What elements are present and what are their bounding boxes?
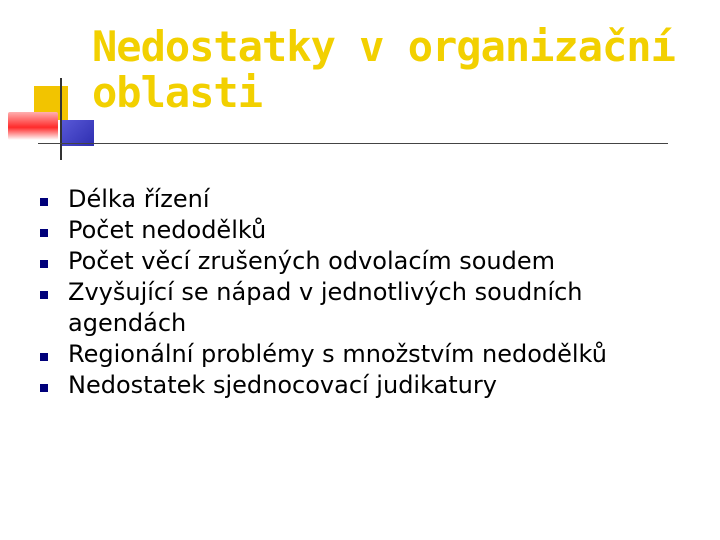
title-underline-divider <box>38 143 668 144</box>
bullet-text: Nedostatek sjednocovací judikatury <box>68 371 497 399</box>
bullet-list <box>38 184 678 401</box>
square-bullet-icon <box>40 353 48 361</box>
vertical-divider <box>60 78 62 160</box>
bullet-item <box>38 184 678 215</box>
square-bullet-icon <box>40 384 48 392</box>
bullet-text: Zvyšující se nápad v jednotlivých soudních agendách <box>68 278 583 337</box>
bullet-text: Počet věcí zrušených odvolacím soudem <box>68 247 555 275</box>
square-bullet-icon <box>40 260 48 268</box>
bullet-item <box>38 215 678 246</box>
square-bullet-icon <box>40 291 48 299</box>
bullet-text: Počet nedodělků <box>68 216 267 244</box>
red-square-decoration <box>8 112 58 140</box>
bullet-item <box>38 370 678 401</box>
bullet-item <box>38 246 678 277</box>
bullet-text: Regionální problémy s množstvím nedodělků <box>68 340 607 368</box>
slide-title: Nedostatky v organizační oblasti <box>92 22 675 117</box>
decorative-logo <box>0 0 100 165</box>
square-bullet-icon <box>40 229 48 237</box>
bullet-item <box>38 277 678 339</box>
square-bullet-icon <box>40 198 48 206</box>
bullet-item <box>38 339 678 370</box>
bullet-text: Délka řízení <box>68 185 210 213</box>
